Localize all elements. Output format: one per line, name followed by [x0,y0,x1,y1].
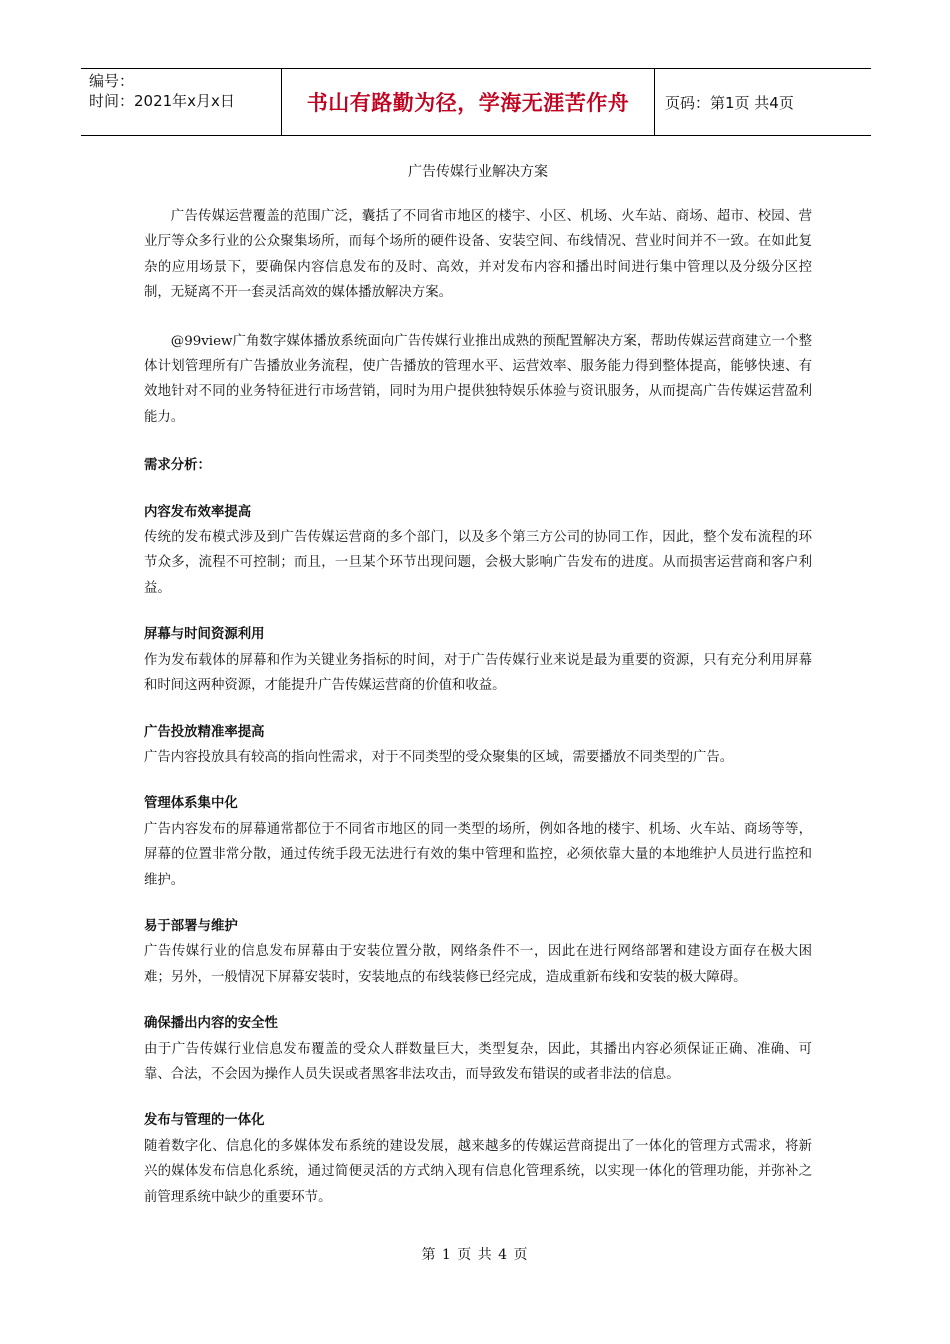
section-heading: 易于部署与维护 [144,918,238,934]
section [144,914,812,990]
page-footer: 第 1 页 共 4 页 [421,1247,529,1263]
date-label: 时间：2021年x月x日 [89,92,235,110]
section [144,500,812,602]
section-heading: 确保播出内容的安全性 [144,1016,278,1032]
number-label: 编号： [89,72,135,90]
section-body: 广告内容发布的屏幕通常都位于不同省市地区的同一类型的场所，例如各地的楼宇、机场、火车站、商场等等，屏幕的位置非常分散，通过传统手段无法进行有效的集中管理和监控，必须依靠大量的本地维护人员进行监控和维护。 [144,821,812,888]
section-body: 传统的发布模式涉及到广告传媒运营商的多个部门，以及多个第三方公司的协同工作，因此，整个发布流程的环节众多，流程不可控制；而且，一旦某个环节出现问题，会极大影响广告发布的进度。从而损害运营商和客户利益。 [144,530,812,596]
section-body: 由于广告传媒行业信息发布覆盖的受众人群数量巨大，类型复杂，因此，其播出内容必须保证正确、准确、可靠、合法，不会因为操作人员失误或者黑客非法攻击，而导致发布错误的或者非法的信息。 [144,1041,812,1082]
section [144,720,812,771]
section-heading: 管理体系集中化 [144,796,238,812]
document-title: 广告传媒行业解决方案 [408,164,548,180]
section [144,622,812,698]
section-heading: 屏幕与时间资源利用 [144,627,265,643]
section-body: 广告传媒行业的信息发布屏幕由于安装位置分散，网络条件不一，因此在进行网络部署和建设方面存在极大困难；另外，一般情况下屏幕安装时，安装地点的布线装修已经完成，造成重新布线和安装的极大障碍。 [144,944,812,985]
section-body: 广告内容投放具有较高的指向性需求，对于不同类型的受众聚集的区域，需要播放不同类型的广告。 [144,749,734,765]
section-body: 随着数字化、信息化的多媒体发布系统的建设发展，越来越多的传媒运营商提出了一体化的管理方式需求，将新兴的媒体发布信息化系统，通过简便灵活的方式纳入现有信息化管理系统，以实现一体化的管理功能，并弥补之前管理系统中缺少的重要环节。 [144,1138,812,1205]
header-meta [81,69,282,135]
section [144,1108,812,1210]
section-body: 作为发布载体的屏幕和作为关键业务指标的时间，对于广告传媒行业来说是最为重要的资源，只有充分利用屏幕和时间这两种资源，才能提升广告传媒运营商的价值和收益。 [144,652,812,694]
document-header [81,68,871,136]
product-paragraph: @99view广角数字媒体播放系统面向广告传媒行业推出成熟的预配置解决方案，帮助传媒运营商建立一个整体计划管理所有广告播放业务流程，使广告播放的管理水平、运营效率、服务能力得到整体提高，能够快速、有效地针对不同的业务特征进行市场营销，同时为用户提供独特娱乐体验与资讯服务，从而提高广告传媒运营盈利能力。 [144,333,812,425]
section-heading: 内容发布效率提高 [144,504,252,520]
section [144,1011,812,1087]
header-motto: 书山有路勤为径，学海无涯苦作舟 [282,69,655,135]
section [144,791,812,893]
intro-paragraph: 广告传媒运营覆盖的范围广泛，囊括了不同省市地区的楼宇、小区、机场、火车站、商场、超市、校园、营业厅等众多行业的公众聚集场所，而每个场所的硬件设备、安装空间、布线情况、营业时间并不一致。在如此复杂的应用场景下，要确保内容信息发布的及时、高效，并对发布内容和播出时间进行集中管理以及分级分区控制，无疑离不开一套灵活高效的媒体播放解决方案。 [144,209,812,301]
document-body [144,158,812,1231]
header-page-info: 页码：第1页 共4页 [665,93,794,112]
section-heading: 广告投放精准率提高 [144,724,265,740]
section-heading: 发布与管理的一体化 [144,1113,265,1129]
requirements-heading: 需求分析： [144,458,211,474]
